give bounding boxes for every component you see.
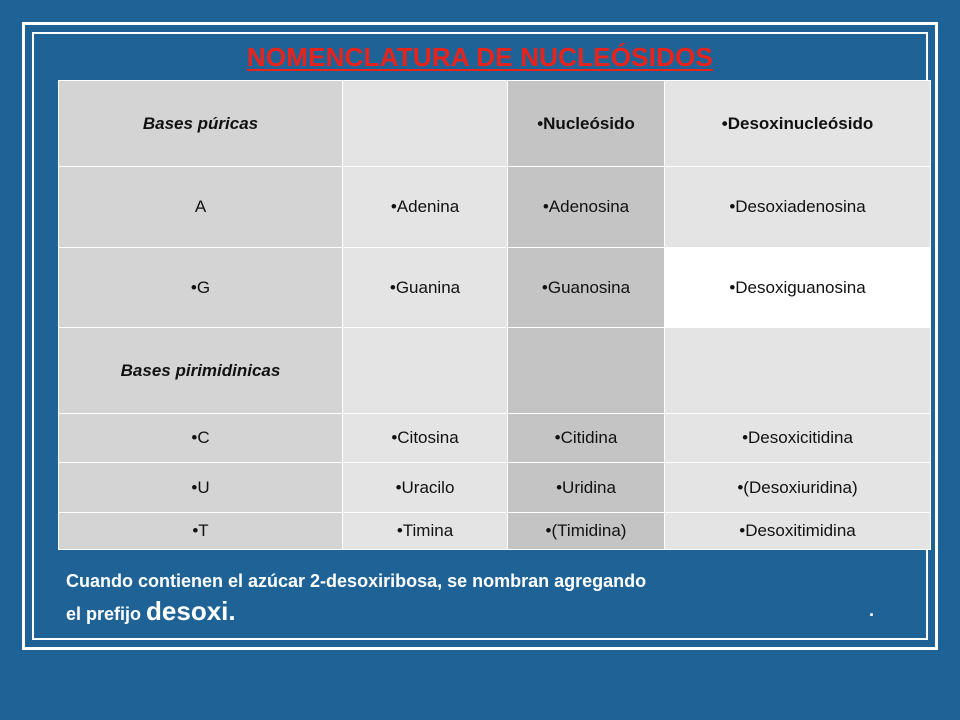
footer-line-2 [66,596,646,629]
table-cell: •Citidina [508,414,665,463]
table-cell: •Desoxiadenosina [665,167,931,248]
slide-title: NOMENCLATURA DE NUCLEÓSIDOS [246,42,714,72]
footer-prefix-text: el prefijo [66,604,147,624]
table-cell: •Adenina [343,167,508,248]
table-section-row [59,328,931,414]
section-cell-bases-pirimidinicas: Bases pirimidinicas [59,328,343,414]
header-cell-bases-puricas: Bases púricas [59,81,343,167]
table-cell: •Citosina [343,414,508,463]
table-cell: •Uracilo [343,463,508,513]
table-row [59,463,931,513]
table-cell: •T [59,513,343,550]
table-row [59,167,931,248]
table-cell: •Guanina [343,248,508,328]
table-cell [343,328,508,414]
table-header-row [59,81,931,167]
table-cell: A [59,167,343,248]
table-cell: •Guanosina [508,248,665,328]
table-row [59,248,931,328]
table-cell: •Desoxiguanosina [665,248,931,328]
table-cell: •G [59,248,343,328]
table-cell: •(Timidina) [508,513,665,550]
header-cell-empty [343,81,508,167]
header-cell-nucleosido: •Nucleósido [508,81,665,167]
nomenclature-table [58,80,931,550]
table-cell: •Desoxicitidina [665,414,931,463]
header-cell-desoxinucleosido: •Desoxinucleósido [665,81,931,167]
table-cell [508,328,665,414]
table-cell: •(Desoxiuridina) [665,463,931,513]
footer-emphasis: desoxi. [146,596,236,626]
footer-note [66,566,646,629]
table-cell: •Uridina [508,463,665,513]
table-cell: •U [59,463,343,513]
table-row [59,513,931,550]
table-row [59,414,931,463]
footer-line-1: Cuando contienen el azúcar 2-desoxiribosa, se nombran agregando [66,571,647,591]
table-cell: •Desoxitimidina [665,513,931,550]
trailing-dot: . [869,600,875,620]
table-cell: •Adenosina [508,167,665,248]
table-cell: •C [59,414,343,463]
table-cell [665,328,931,414]
table-cell: •Timina [343,513,508,550]
